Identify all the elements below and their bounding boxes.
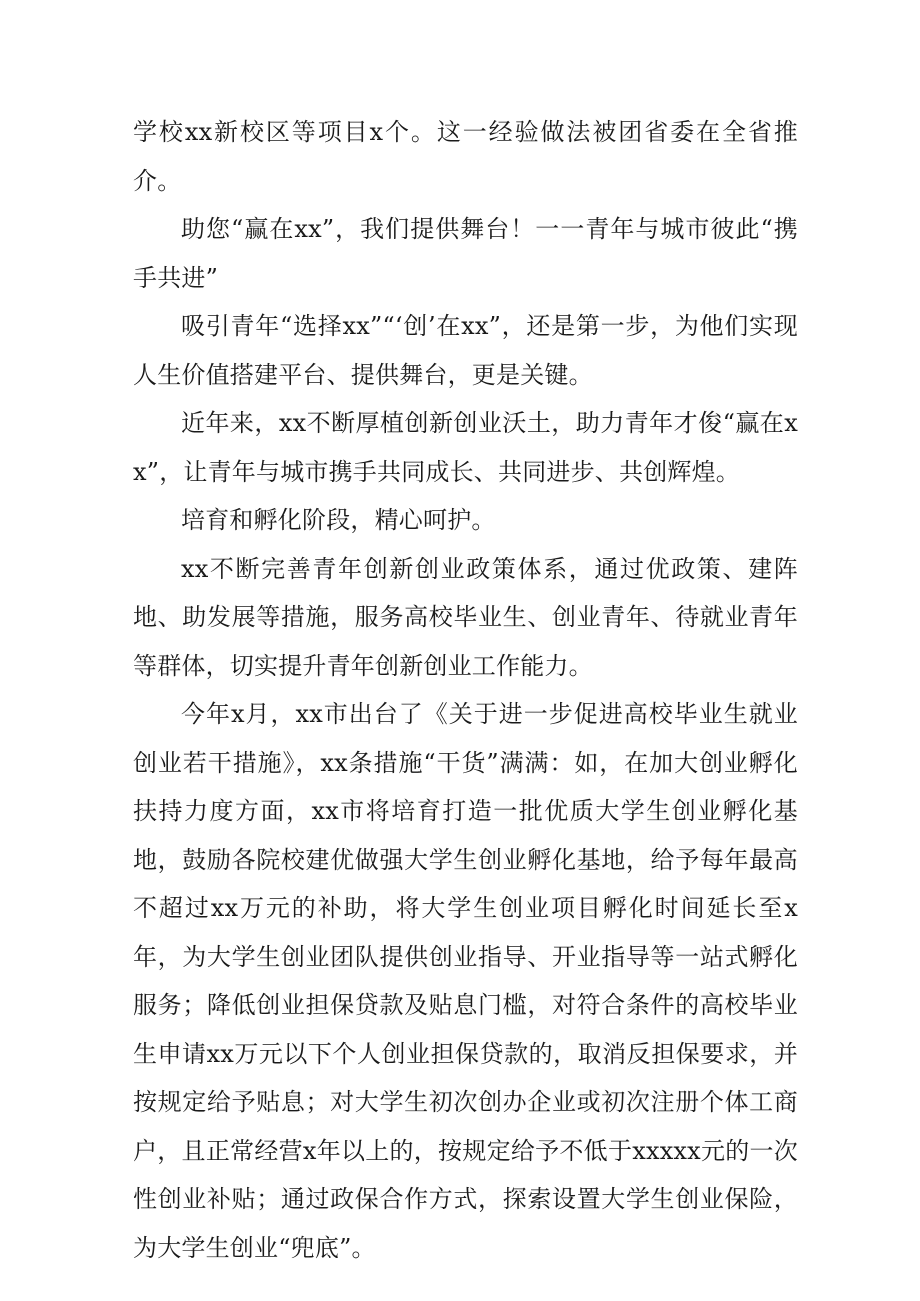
paragraph: 近年来，xx不断厚植创新创业沃土，助力青年才俊“赢在xx”，让青年与城市携手共同成长、共同进步、共创辉煌。 [133,409,798,486]
document-body [133,108,798,1272]
paragraph-section-heading: 助您“赢在xx”，我们提供舞台！一一青年与城市彼此“携手共进” [133,215,798,292]
paragraph-subheading: 培育和孵化阶段，精心呵护。 [181,506,496,534]
paragraph: 吸引青年“选择xx”“‘创’在xx”，还是第一步，为他们实现人生价值搭建平台、提供舞台，更是关键。 [133,312,798,389]
paragraph: 今年x月，xx市出台了《关于进一步促进高校毕业生就业创业若干措施》，xx条措施“干货”满满：如，在加大创业孵化扶持力度方面，xx市将培育打造一批优质大学生创业孵化基地，鼓励各院校建优做强大学生创业孵化基地，给予每年最高不超过xx万元的补助，将大学生创业项目孵化时间延长至x年，为大学生创业团队提供创业指导、开业指导等一站式孵化服务；降低创业担保贷款及贴息门槛，对符合条件的高校毕业生申请xx万元以下个人创业担保贷款的，取消反担保要求，并按规定给予贴息；对大学生初次创办企业或初次注册个体工商户，且正常经营x年以上的，按规定给予不低于xxxxx元的一次性创业补贴；通过政保合作方式，探索设置大学生创业保险，为大学生创业“兜底”。 [133,700,798,1262]
paragraph-continuation: 学校xx新校区等项目x个。这一经验做法被团省委在全省推介。 [133,118,798,195]
paragraph: xx不断完善青年创新创业政策体系，通过优政策、建阵地、助发展等措施，服务高校毕业生、创业青年、待就业青年等群体，切实提升青年创新创业工作能力。 [133,554,798,680]
